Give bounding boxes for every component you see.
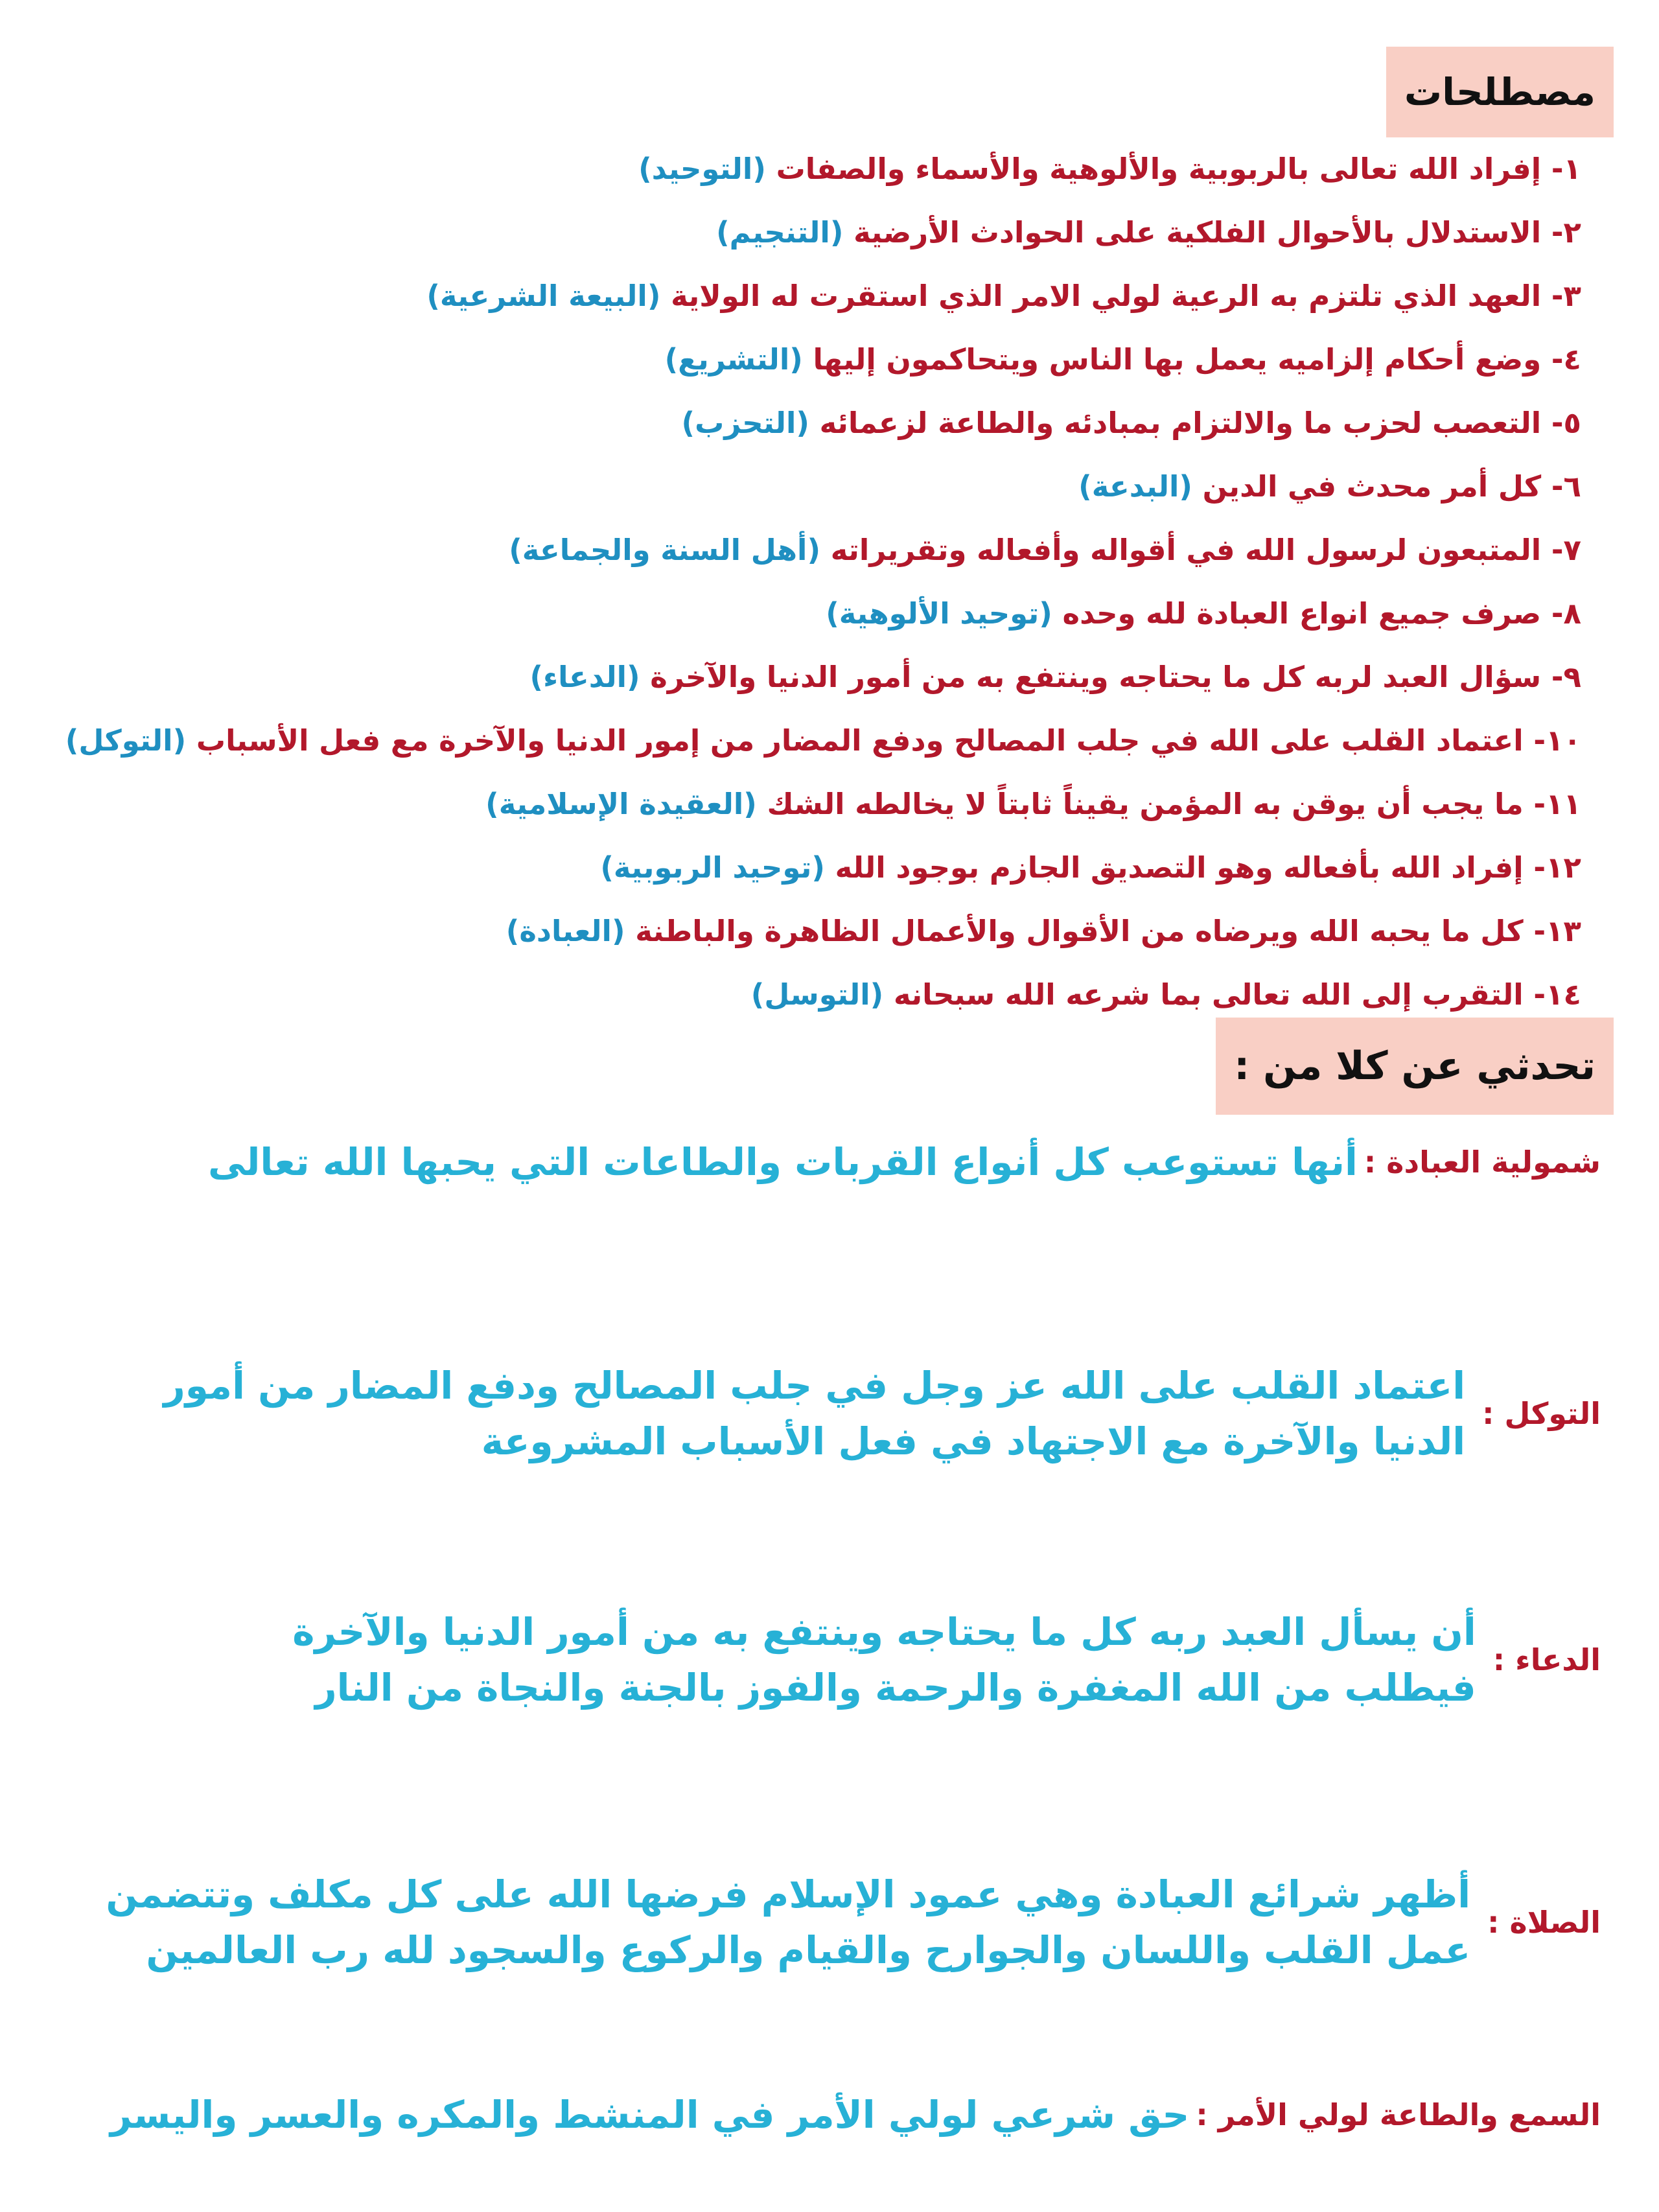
term-answer: (أهل السنة والجماعة) — [509, 533, 821, 567]
term-definition: إفراد الله بأفعاله وهو التصديق الجازم بوجود الله — [835, 850, 1524, 885]
term-item — [65, 709, 1581, 773]
term-number: ١٠- — [1533, 723, 1581, 758]
term-number: ١٣- — [1533, 914, 1581, 948]
term-number: ١٢- — [1533, 850, 1581, 885]
term-number: ٣- — [1551, 279, 1581, 313]
term-answer: (التحزب) — [681, 406, 809, 440]
term-number: ٥- — [1551, 406, 1581, 440]
topic-line: أن يسأل العبد ربه كل ما يحتاجه وينتفع به من أمور الدنيا والآخرة — [292, 1610, 1476, 1654]
term-number: ٦- — [1551, 469, 1581, 504]
term-answer: (التوكل) — [65, 723, 187, 758]
topic-obedience — [45, 2087, 1601, 2143]
topic-label: الصلاة : — [1487, 1905, 1601, 1940]
term-item — [71, 201, 1581, 264]
term-answer: (البدعة) — [1078, 469, 1192, 504]
term-answer: (الدعاء) — [529, 660, 640, 694]
term-number: ٧- — [1551, 533, 1581, 567]
topic-salah — [45, 1867, 1601, 1978]
term-definition: التقرب إلى الله تعالى بما شرعه الله سبحانه — [893, 977, 1524, 1012]
terms-heading: مصطلحات — [1386, 47, 1614, 137]
term-item — [71, 455, 1581, 518]
terms-list — [65, 137, 1581, 1027]
term-definition: صرف جميع انواع العبادة لله وحده — [1062, 596, 1542, 631]
topic-label: شمولية العبادة : — [1363, 1145, 1601, 1180]
term-answer: (العقيدة الإسلامية) — [485, 787, 757, 821]
term-definition: إفراد الله تعالى بالربوبية والألوهية والأسماء والصفات — [776, 152, 1542, 186]
topic-line: الدنيا والآخرة مع الاجتهاد في فعل الأسباب المشروعة — [481, 1419, 1466, 1463]
term-answer: (توحيد الربوبية) — [600, 850, 825, 885]
term-number: ١٤- — [1533, 977, 1581, 1012]
topic-line: حق شرعي لولي الأمر في المنشط والمكره والعسر واليسر — [110, 2093, 1190, 2137]
term-item — [71, 773, 1581, 836]
term-number: ٨- — [1551, 596, 1581, 631]
term-definition: كل أمر محدث في الدين — [1202, 469, 1542, 504]
term-definition: العهد الذي تلتزم به الرعية لولي الامر الذي استقرت له الولاية — [671, 279, 1542, 313]
term-definition: المتبعون لرسول الله في أقواله وأفعاله وتقريراته — [830, 533, 1542, 567]
topic-line: فيطلب من الله المغفرة والرحمة والفوز بالجنة والنجاة من النار — [315, 1666, 1476, 1710]
term-definition: وضع أحكام إلزاميه يعمل بها الناس ويتحاكمون إليها — [813, 342, 1542, 377]
term-definition: سؤال العبد لربه كل ما يحتاجه وينتفع به من أمور الدنيا والآخرة — [650, 660, 1542, 694]
term-item — [71, 391, 1581, 455]
topic-line: اعتماد القلب على الله عز وجل في جلب المصالح ودفع المضار من أمور — [163, 1364, 1466, 1408]
discussion-heading: تحدثي عن كلا من : — [1216, 1018, 1614, 1115]
topic-worship-comprehensiveness — [45, 1134, 1601, 1190]
topic-line: أظهر شرائع العبادة وهي عمود الإسلام فرضها الله على كل مكلف وتتضمن — [106, 1872, 1471, 1916]
term-answer: (العبادة) — [505, 914, 625, 948]
topic-body — [45, 1358, 1465, 1469]
topic-body — [45, 1867, 1470, 1978]
topic-body — [45, 1134, 1358, 1190]
term-number: ١١- — [1533, 787, 1581, 821]
topic-dua — [45, 1604, 1601, 1716]
term-answer: (توحيد الألوهية) — [826, 596, 1052, 631]
term-item — [71, 328, 1581, 391]
topic-body — [45, 1604, 1476, 1716]
term-definition: اعتماد القلب على الله في جلب المصالح ودفع المضار من إمور الدنيا والآخرة مع فعل الأسباب — [196, 723, 1524, 758]
topic-label: السمع والطاعة لولي الأمر : — [1196, 2097, 1601, 2132]
term-item — [71, 264, 1581, 328]
topic-line: أنها تستوعب كل أنواع القربات والطاعات التي يحبها الله تعالى — [207, 1140, 1358, 1184]
term-item — [71, 900, 1581, 963]
term-number: ٢- — [1551, 215, 1581, 250]
term-answer: (التشريع) — [664, 342, 803, 377]
term-item — [71, 582, 1581, 646]
topic-tawakkul — [45, 1358, 1601, 1469]
term-definition: التعصب لحزب ما والالتزام بمبادئه والطاعة لزعمائه — [819, 406, 1542, 440]
term-answer: (البيعة الشرعية) — [426, 279, 661, 313]
term-definition: الاستدلال بالأحوال الفلكية على الحوادث الأرضية — [853, 215, 1542, 250]
topic-label: التوكل : — [1482, 1396, 1601, 1431]
term-answer: (التنجيم) — [716, 215, 844, 250]
term-number: ١- — [1551, 152, 1581, 186]
term-definition: ما يجب أن يوقن به المؤمن يقيناً ثابتاً لا يخالطه الشك — [767, 787, 1524, 821]
term-item — [71, 518, 1581, 582]
term-number: ٤- — [1551, 342, 1581, 377]
term-item — [71, 137, 1581, 201]
topic-body — [45, 2087, 1189, 2143]
term-number: ٩- — [1551, 660, 1581, 694]
term-answer: (التوسل) — [750, 977, 884, 1012]
term-definition: كل ما يحبه الله ويرضاه من الأقوال والأعمال الظاهرة والباطنة — [635, 914, 1524, 948]
term-item — [71, 646, 1581, 709]
topic-label: الدعاء : — [1492, 1642, 1601, 1677]
term-answer: (التوحيد) — [638, 152, 766, 186]
topic-line: عمل القلب واللسان والجوارح والقيام والركوع والسجود لله رب العالمين — [146, 1928, 1471, 1972]
term-item — [71, 836, 1581, 900]
